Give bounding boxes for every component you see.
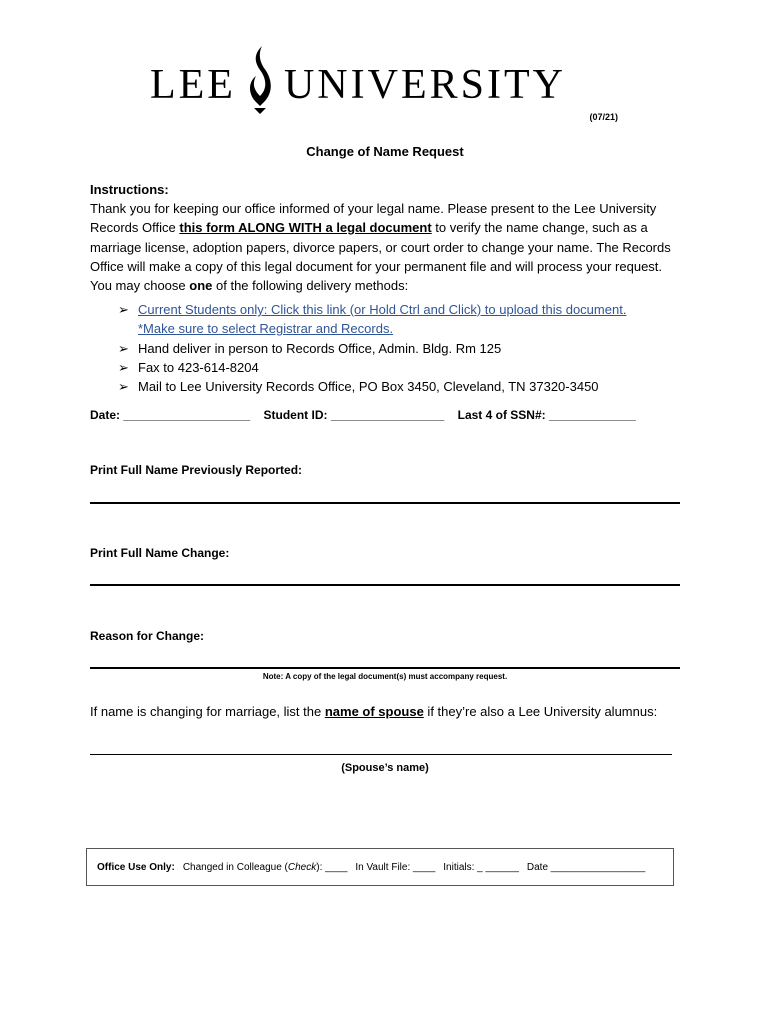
list-item bbox=[118, 358, 688, 377]
instructions-heading: Instructions: bbox=[90, 182, 169, 197]
instructions-emphasis-2: one bbox=[189, 278, 213, 294]
initials-field[interactable]: Initials: _ ______ bbox=[443, 861, 519, 873]
legal-document-note: Note: A copy of the legal document(s) must accompany request. bbox=[262, 672, 508, 681]
spouse-name-line[interactable] bbox=[90, 754, 672, 755]
delivery-methods-list bbox=[118, 300, 688, 396]
list-item bbox=[118, 300, 688, 339]
student-id-field[interactable]: Student ID: _________________ bbox=[263, 408, 445, 422]
check-text: Check bbox=[287, 861, 317, 873]
flame-icon bbox=[242, 44, 278, 116]
new-name-label: Print Full Name Change: bbox=[90, 546, 230, 560]
hand-deliver-text: Hand deliver in person to Records Office, Admin. Bldg. Rm 125 bbox=[138, 340, 502, 356]
fax-text: Fax to 423-614-8204 bbox=[138, 359, 259, 375]
marriage-text-post: if they’re also a Lee University alumnus: bbox=[423, 704, 658, 719]
marriage-instruction bbox=[90, 704, 657, 719]
colleague-text: Changed in Colleague ( bbox=[182, 861, 288, 873]
logo-text-lee: LEE bbox=[150, 62, 236, 108]
arrow-bullet-icon: ➢ bbox=[118, 359, 129, 375]
arrow-bullet-icon: ➢ bbox=[118, 302, 129, 317]
arrow-bullet-icon: ➢ bbox=[118, 340, 129, 356]
list-item bbox=[118, 377, 688, 396]
previous-name-label: Print Full Name Previously Reported: bbox=[90, 463, 303, 477]
upload-link-text: Current Students only: Click this link (or Hold Ctrl and Click) to upload this document. bbox=[138, 302, 627, 317]
list-item bbox=[118, 339, 688, 358]
mail-text: Mail to Lee University Records Office, PO Box 3450, Cleveland, TN 37320-3450 bbox=[138, 379, 599, 395]
marriage-emphasis: name of spouse bbox=[324, 704, 424, 719]
reason-line[interactable] bbox=[90, 667, 680, 669]
marriage-text-pre: If name is changing for marriage, list the bbox=[90, 704, 325, 719]
new-name-line[interactable] bbox=[90, 584, 680, 586]
form-fields-row bbox=[90, 408, 636, 422]
instructions-text-2: to verify the name change, such as a marriage license, adoption papers, divorce papers, or court order to change your name. The Records Office will make a copy of this legal document for your permanent file and will process your request. You may choose bbox=[90, 220, 671, 294]
office-use-box bbox=[86, 848, 674, 886]
colleague-blank[interactable]: ): ____ bbox=[316, 861, 348, 873]
vault-file-field[interactable]: In Vault File: ____ bbox=[355, 861, 436, 873]
arrow-bullet-icon: ➢ bbox=[118, 379, 129, 395]
spouse-name-caption: (Spouse’s name) bbox=[341, 762, 429, 774]
ssn-field[interactable]: Last 4 of SSN#: _____________ bbox=[457, 408, 636, 422]
instructions-body bbox=[90, 199, 680, 295]
instructions-emphasis-1: this form ALONG WITH a legal document bbox=[179, 220, 432, 236]
reason-label: Reason for Change: bbox=[90, 629, 205, 643]
page-title: Change of Name Request bbox=[306, 144, 464, 159]
university-logo bbox=[150, 44, 590, 124]
upload-document-link[interactable] bbox=[138, 302, 626, 336]
revision-date: (07/21) bbox=[589, 112, 618, 122]
date-field[interactable]: Date: ___________________ bbox=[90, 408, 251, 422]
office-date-field[interactable]: Date _________________ bbox=[526, 861, 646, 873]
instructions-text-3: of the following delivery methods: bbox=[212, 278, 409, 294]
instructions-text-1: Thank you for keeping our office informed of your legal name. Please present to the Lee University Records Office bbox=[90, 201, 657, 236]
previous-name-line[interactable] bbox=[90, 502, 680, 504]
office-use-label: Office Use Only: bbox=[97, 861, 175, 873]
upload-link-note: *Make sure to select Registrar and Records. bbox=[138, 321, 394, 337]
logo-text-university: UNIVERSITY bbox=[283, 62, 566, 108]
